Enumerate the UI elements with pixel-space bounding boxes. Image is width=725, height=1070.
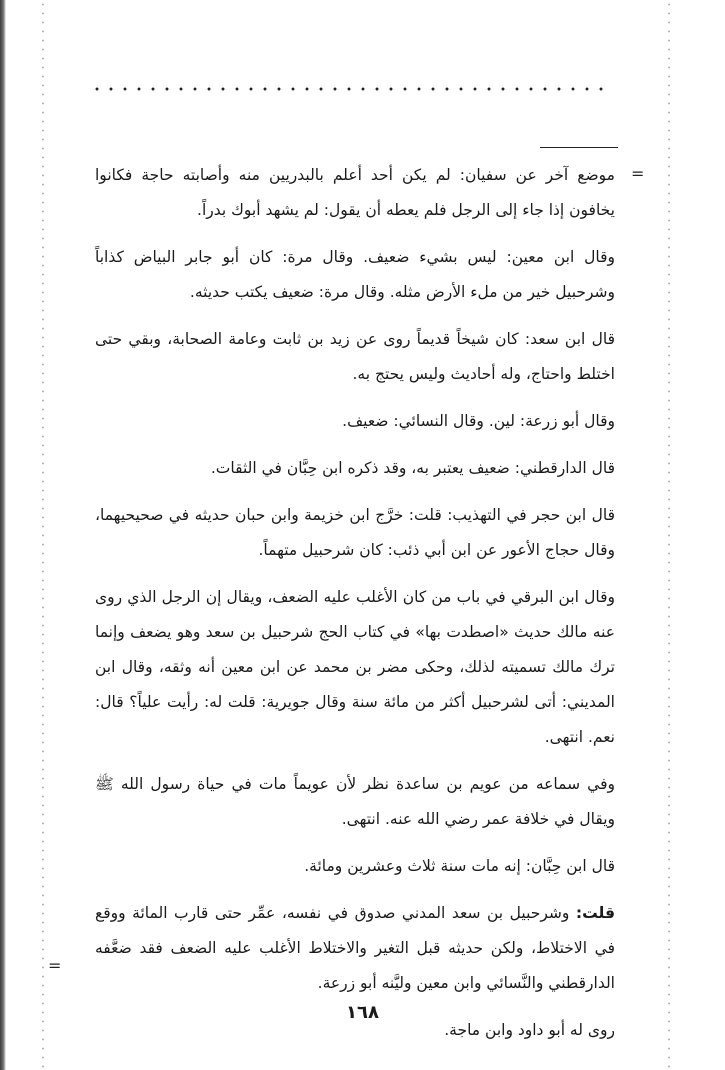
page-body [95, 158, 615, 1060]
paragraph-conclusion [95, 896, 615, 1001]
paragraph-daraqutni: قال الدارقطني: ضعيف يعتبر به، وقد ذكره ابن حِبَّان في الثقات. [210, 459, 615, 477]
margin-mark-top: = [631, 164, 645, 183]
paragraph-ibn-saad: قال ابن سعد: كان شيخاً قديماً روى عن زيد بن ثابت وعامة الصحابة، وبقي حتى اختلط واحتاج، وله أحاديث وليس يحتج به. [95, 330, 615, 383]
paragraph-abu-zura: وقال أبو زرعة: لين. وقال النسائي: ضعيف. [342, 412, 615, 430]
paragraph-ibn-hibban: قال ابن حِبَّان: إنه مات سنة ثلاث وعشرين ومائة. [304, 857, 615, 875]
paragraph-sufyan: موضع آخر عن سفيان: لم يكن أحد أعلم بالبدريين منه وأصابته حاجة فكانوا يخافون إذا جاء إلى الرجل فلم يعطه أن يقول: لم يشهد أبوك بدراً. [95, 166, 615, 219]
binding-dots-left [42, 0, 44, 1070]
paragraph-ibn-barqi: وقال ابن البرقي في باب من كان الأغلب عليه الضعف، ويقال إن الرجل الذي روى عنه مالك حديث «اصطدت بها» في كتاب الحج شرحبيل بن سعد وهو يضعف وإنما ترك مالك تسميته لذلك، وحكى مضر بن محمد عن ابن معين أنه وثقه، وقال ابن المديني: أتى لشرحبيل أكثر من مائة سنة وقال جويرية: قلت له: رأيت علياً؟ قال: نعم. انتهى. [95, 588, 615, 746]
page-number: ١٦٨ [346, 1002, 379, 1023]
scan-edge-shadow [0, 0, 6, 1070]
paragraph-uwaim: وفي سماعه من عويم بن ساعدة نظر لأن عويماً مات في حياة رسول الله ﷺ ويقال في خلافة عمر رضي الله عنه. انتهى. [95, 775, 615, 828]
paragraph-narrators: روى له أبو داود وابن ماجة. [444, 1021, 615, 1039]
paragraph-rule [540, 147, 618, 148]
conclusion-label: قلت: [575, 904, 615, 922]
binding-dots-right [668, 0, 670, 1070]
margin-mark-bottom: = [48, 956, 62, 975]
paragraph-ibn-maeen: وقال ابن معين: ليس بشيء ضعيف. وقال مرة: كان أبو جابر البياض كذاباً وشرحبيل خير من ملء الأرض مثله. وقال مرة: ضعيف يكتب حديثه. [95, 248, 615, 301]
conclusion-text: وشرحبيل بن سعد المدني صدوق في نفسه، عمِّر حتى قارب المائة ووقع في الاختلاط، ولكن حديثه قبل التغير والاختلاط الأغلب عليه الضعف فقد ضعَّفه الدارقطني والنَّسائي وابن معين وليَّنه أبو زرعة. [95, 904, 615, 992]
dotted-separator [90, 86, 610, 92]
paragraph-ibn-hajar: قال ابن حجر في التهذيب: قلت: خرَّج ابن خزيمة وابن حبان حديثه في صحيحيهما، وقال حجاج الأعور عن ابن أبي ذئب: كان شرحبيل متهماً. [95, 506, 615, 559]
